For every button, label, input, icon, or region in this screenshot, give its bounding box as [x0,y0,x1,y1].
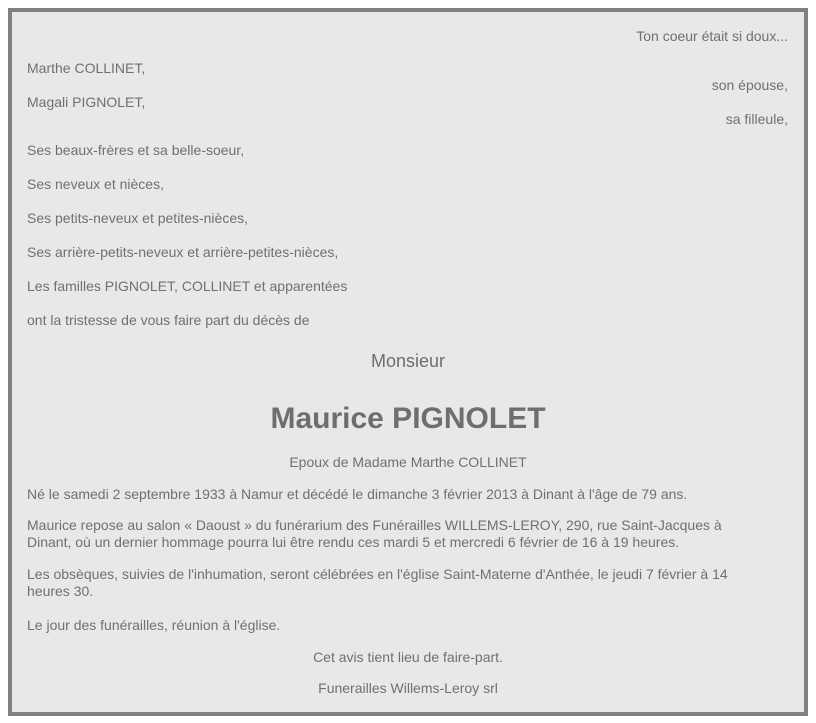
deceased-name: Maurice PIGNOLET [270,402,546,435]
honorific: Monsieur [370,351,446,371]
family-member-name: Magali PIGNOLET, [27,94,146,110]
visitation-paragraph: Maurice repose au salon « Daoust » du funérarium des Funérailles WILLEMS-LEROY, 290, rue Saint-Jacques à Dinant, où un dernier hommage pourra lui être rendu ces mardi 5 et mercredi 6 février de 16 à 19 heures. [27,517,722,550]
family-member-name: Marthe COLLINET, [27,60,146,76]
epigraph: Ton coeur était si doux... [636,28,788,44]
relatives-line: Ses beaux-frères et sa belle-soeur, [27,142,245,158]
relatives-line: Ses petits-neveux et petites-nièces, [27,210,249,226]
announcement-line: ont la tristesse de vous faire part du décès de [27,312,310,328]
relatives-line: Les familles PIGNOLET, COLLINET et apparentées [27,278,348,294]
spouse-line: Epoux de Madame Marthe COLLINET [289,454,527,470]
relatives-line: Ses neveux et nièces, [27,176,164,192]
birth-death-paragraph: Né le samedi 2 septembre 1933 à Namur et décédé le dimanche 3 février 2013 à Dinant à l'âge de 79 ans. [27,486,688,502]
gathering-paragraph: Le jour des funérailles, réunion à l'église. [27,617,281,633]
footer-note: Cet avis tient lieu de faire-part. [313,649,503,665]
family-member-relation: sa filleule, [725,111,788,127]
relatives-line: Ses arrière-petits-neveux et arrière-petites-nièces, [27,244,339,260]
funeral-home-signature: Funerailles Willems-Leroy srl [318,680,498,696]
funeral-paragraph: Les obsèques, suivies de l'inhumation, seront célébrées en l'église Saint-Materne d'Anthée, le jeudi 7 février à 14 heures 30. [27,566,728,599]
obituary-notice [8,8,808,716]
family-member-relation: son épouse, [711,77,788,93]
